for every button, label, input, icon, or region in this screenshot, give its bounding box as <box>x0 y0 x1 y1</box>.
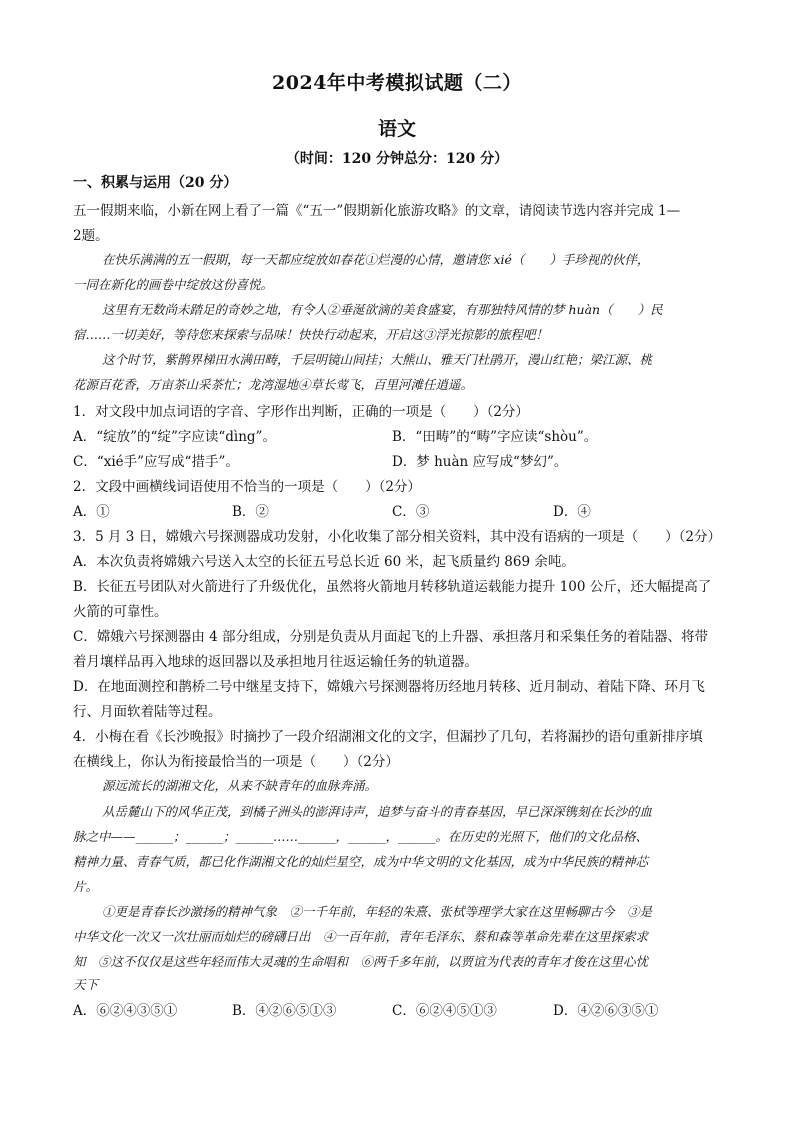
q1-option-c: C．“xié手”应写成“措手”。 <box>73 454 239 470</box>
q3-line-7: 行、月面软着陆等过程。 <box>73 704 222 720</box>
q4-passage-1: 源远流长的湖湘文化，从来不缺青年的血脉奔涌。 <box>102 778 378 793</box>
section-1-title: 一、积累与运用（20 分） <box>73 175 238 191</box>
intro-line-1: 五一假期来临，小新在网上看了一篇《“五一”假期新化旅游攻略》的文章，请阅读节选内容并完成 1— <box>73 203 681 219</box>
q4-passage-2: 从岳麓山下的风华正茂，到橘子洲头的澎湃诗声，追梦与奋斗的青春基因，早已深深镌刻在长沙的血 <box>102 804 653 819</box>
q2-stem: 2．文段中画横线词语使用不恰当的一项是（ ）（2分） <box>73 479 421 495</box>
q1-option-b: B．“田畴”的“畴”字应读“shòu”。 <box>392 429 598 445</box>
q4-option-b: B．④②⑥⑤①③ <box>232 1003 337 1019</box>
q3-line-1: A．本次负责将嫦娥六号送入太空的长征五号总长近 60 米，起飞质量约 869 余吨。 <box>73 554 575 570</box>
q3-line-2: B．长征五号团队对火箭进行了升级优化，虽然将火箭地月转移轨道运载能力提升 100 公斤，还大幅提高了 <box>73 579 712 595</box>
exam-title: 2024年中考模拟试题（二） <box>272 72 522 94</box>
q4-stem-2: 在横线上，你认为衔接最恰当的一项是（ ）（2分） <box>73 754 399 770</box>
q4-passage-3: 脉之中——______；______；______……______，______，______。在历史的光照下，他们的文化品格、 <box>73 829 649 844</box>
q1-stem: 1．对文段中加点词语的字音、字形作出判断，正确的一项是（ ）（2分） <box>73 404 529 420</box>
q1-option-a: A．“绽放”的“绽”字应读“dìng”。 <box>73 429 276 445</box>
q3-line-3: 火箭的可靠性。 <box>73 604 168 620</box>
q4-sentences-3: 知 ⑤这不仅仅是这些年轻而伟大灵魂的生命唱和 ⑥两千多年前，以贾谊为代表的青年才俊在这里心忧 <box>73 954 649 969</box>
q3-line-6: D．在地面测控和鹊桥二号中继星支持下，嫦娥六号探测器将历经地月转移、近月制动、着陆下降、环月飞 <box>73 679 705 695</box>
q4-sentences-1: ①更是青春长沙激扬的精神气象 ②一千年前，年轻的朱熹、张栻等理学大家在这里畅聊古今 ③是 <box>102 904 653 919</box>
q3-line-4: C．嫦娥六号探测器由 4 部分组成，分别是负责从月面起飞的上升器、承担落月和采集任务的着陆器、将带 <box>73 629 708 645</box>
passage-line-3: 这里有无数尚未踏足的奇妙之地，有令人②垂涎欲滴的美食盛宴，有那独特风情的梦 huàn（ ）民 <box>102 302 663 317</box>
intro-line-2: 2题。 <box>73 228 109 244</box>
q3-stem: 3．5 月 3 日，嫦娥六号探测器成功发射，小化收集了部分相关资料，其中没有语病的一项是（ ）（2分） <box>73 529 721 545</box>
exam-meta: （时间：120 分钟总分：120 分） <box>285 151 509 167</box>
subject-title: 语文 <box>377 118 416 140</box>
q4-stem-1: 4．小梅在看《长沙晚报》时摘抄了一段介绍湖湘文化的文字，但漏抄了几句，若将漏抄的语句重新排序填 <box>73 729 703 745</box>
q4-sentences-2: 中华文化一次又一次壮丽而灿烂的磅礴日出 ④一百年前，青年毛泽东、蔡和森等革命先辈在这里探索求 <box>73 929 649 944</box>
passage-line-2: 一同在新化的画卷中绽放这份喜悦。 <box>73 277 274 292</box>
q4-passage-5: 片。 <box>73 879 99 894</box>
q4-option-d: D．④②⑥③⑤① <box>553 1003 659 1019</box>
q2-option-d: D．④ <box>553 504 591 520</box>
q4-sentences-4: 天下 <box>73 977 99 992</box>
q3-line-5: 着月壤样品再入地球的返回器以及承担地月往返运输任务的轨道器。 <box>73 654 478 670</box>
passage-line-5: 这个时节，紫鹊界梯田水满田畴，千层明镜山间挂；大熊山、雅天门杜鹃开，漫山红艳；梁江源、桃 <box>102 352 653 367</box>
passage-line-6: 花源百花香，万亩茶山采茶忙；龙湾湿地④草长莺飞，百里河滩任逍遥。 <box>73 377 474 392</box>
q2-option-c: C．③ <box>392 504 430 520</box>
q2-option-a: A．① <box>73 504 110 520</box>
q2-option-b: B．② <box>232 504 269 520</box>
q4-option-c: C．⑥②④⑤①③ <box>392 1003 497 1019</box>
passage-line-1: 在快乐满满的五一假期，每一天都应绽放如春花①烂漫的心情，邀请您 xié（ ）手珍视的伙伴， <box>102 252 650 267</box>
passage-line-4: 宿……一切美好，等待您来探索与品味！快快行动起来，开启这③浮光掠影的旅程吧！ <box>73 327 549 342</box>
q1-option-d: D．梦 huàn 应写成“梦幻”。 <box>392 454 568 470</box>
q4-option-a: A．⑥②④③⑤① <box>73 1003 178 1019</box>
q4-passage-4: 精神力量、青春气质，都已化作湖湘文化的灿烂星空，成为中华文明的文化基因，成为中华民族的精神芯 <box>73 854 649 869</box>
